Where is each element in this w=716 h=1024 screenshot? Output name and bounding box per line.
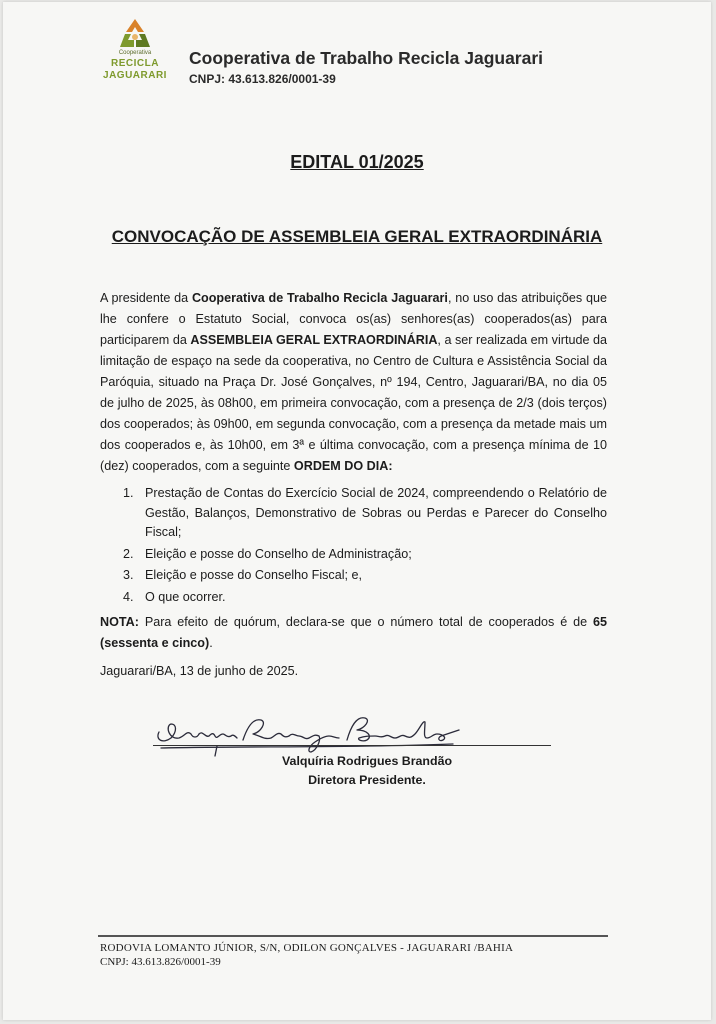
logo-text-line-3: JAGUARARI [103, 70, 167, 81]
paragraph-bold-cooperative: Cooperativa de Trabalho Recicla Jaguarari [191, 291, 448, 305]
agenda-item-number: 3. [123, 568, 134, 582]
note-label: NOTA: [100, 615, 139, 629]
organization-name: Cooperativa de Trabalho Recicla Jaguarari [189, 48, 544, 68]
recycle-icon [111, 16, 159, 50]
signer-title: Diretora Presidente. [308, 773, 426, 787]
note-bold-count: 65 (sessenta e cinco) [100, 615, 607, 650]
note-text: Para efeito de quórum, declara-se que o número total de cooperados é de [138, 615, 593, 629]
handwritten-signature [153, 710, 473, 758]
agenda-item [123, 545, 607, 565]
footer-cnpj: CNPJ: 43.613.826/0001-39 [100, 956, 221, 968]
convocation-paragraph [100, 288, 607, 477]
agenda-item-text: Eleição e posse do Conselho de Administração; [145, 546, 412, 561]
logo-text-line-1: Cooperativa [118, 50, 152, 56]
paragraph-bold-agenda: ORDEM DO DIA: [293, 459, 393, 473]
document-subtitle: CONVOCAÇÃO DE ASSEMBLEIA GERAL EXTRAORDINÁRIA [111, 227, 603, 246]
document-title: EDITAL 01/2025 [290, 152, 424, 172]
agenda-item-text: Prestação de Contas do Exercício Social de 2024, compreendendo o Relatório de Gestão, Balanços, Demonstrativo de Sobras ou Perdas e Parecer do Conselho Fiscal; [145, 486, 607, 539]
agenda-item-number: 4. [123, 589, 134, 604]
agenda-item-text: O que ocorrer. [145, 589, 226, 604]
footer-divider [98, 935, 608, 937]
note-end: . [209, 636, 213, 650]
paragraph-text-2: , no uso das atribuições que lhe confere o Estatuto Social, convoca os(as) senhores(as) cooperados(as) para participarem da [100, 291, 607, 347]
document-page [3, 2, 711, 1020]
logo-text-line-2: RECICLA [111, 58, 159, 69]
place-and-date: Jaguarari/BA, 13 de junho de 2025. [100, 664, 299, 678]
agenda-item [123, 484, 607, 543]
paragraph-bold-assembly: ASSEMBLEIA GERAL EXTRAORDINÁRIA [190, 333, 438, 347]
paragraph-text-1: A presidente da [100, 291, 192, 305]
cooperative-logo [103, 16, 167, 88]
quorum-note [100, 612, 607, 654]
signer-name: Valquíria Rodrigues Brandão [281, 754, 453, 768]
agenda-item-number: 1. [123, 486, 134, 500]
agenda-list [123, 484, 607, 609]
agenda-item-text: Eleição e posse do Conselho Fiscal; e, [145, 568, 363, 582]
organization-cnpj: CNPJ: 43.613.826/0001-39 [189, 72, 336, 86]
agenda-item-number: 2. [123, 546, 134, 561]
footer-address: RODOVIA LOMANTO JÚNIOR, S/N, ODILON GONÇALVES - JAGUARARI /BAHIA [100, 942, 514, 954]
paragraph-text-3: , a ser realizada em virtude da limitação de espaço na sede da cooperativa, no Centro de Cultura e Assistência Social da Paróquia, situado na Praça Dr. José Gonçalves, nº 194, Centro, Jaguarari/BA, no dia 05 de julho de 2025, às 08h00, em primeira convocação, com a presença de 2/3 (dois terços) dos cooperados; às 09h00, em segunda convocação, com a presença da metade mais um dos cooperados e, às 10h00, em 3ª e última convocação, com a presença mínima de 10 (dez) cooperados, com a seguinte [100, 333, 608, 473]
agenda-item [123, 588, 607, 608]
signature-line [153, 745, 551, 746]
agenda-item [123, 566, 607, 586]
